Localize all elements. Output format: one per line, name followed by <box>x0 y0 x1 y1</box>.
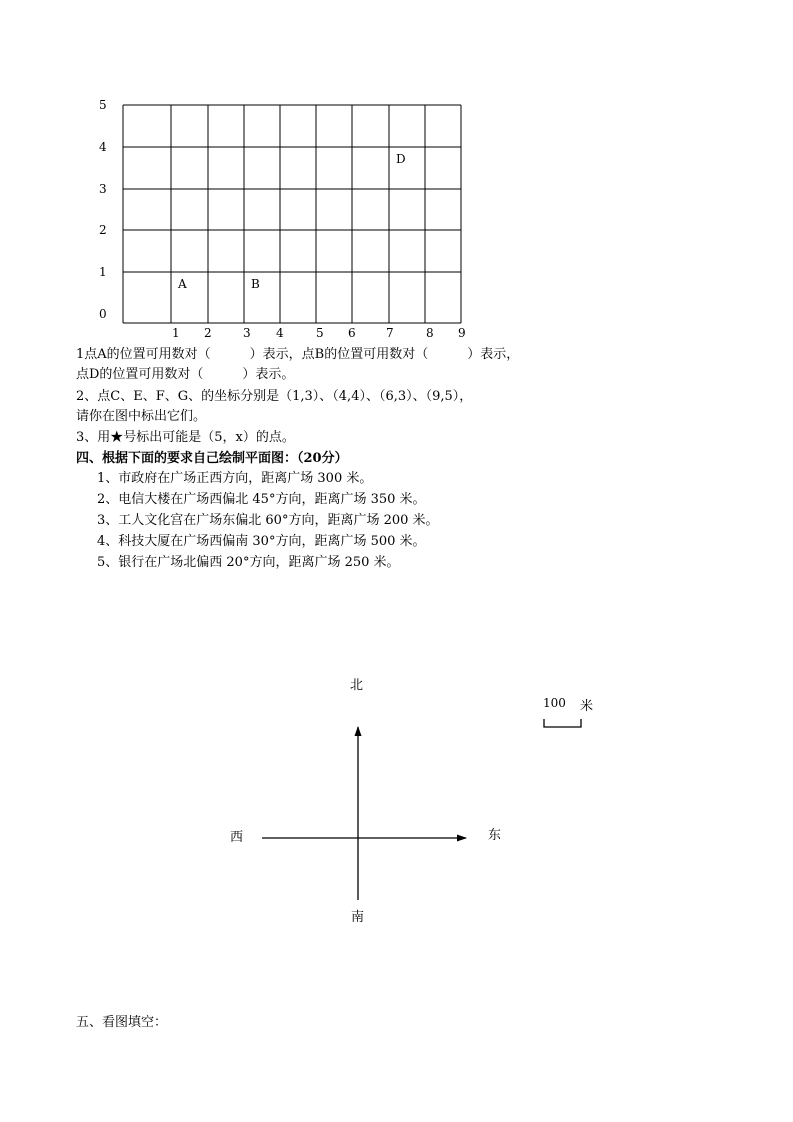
north-label: 北 <box>350 678 364 693</box>
section-4-item-5: 5、银行在广场北偏西 20°方向，距离广场 250 米。 <box>97 555 400 570</box>
point-b-label: B <box>251 277 260 291</box>
y-axis-label: 1 <box>99 265 107 279</box>
x-axis-label: 4 <box>276 326 284 340</box>
question-2-line-2: 请你在图中标出它们。 <box>76 409 207 424</box>
question-2-line-1: 2、点C、E、F、G、的坐标分别是（1,3）、（4,4）、（6,3）、（9,5）， <box>76 389 473 404</box>
x-axis-label: 6 <box>348 326 356 340</box>
x-axis-label: 2 <box>204 326 212 340</box>
section-4-title: 四、根据下面的要求自己绘制平面图：（20分） <box>76 451 348 466</box>
south-label: 南 <box>351 910 365 925</box>
section-4-item-3: 3、工人文化宫在广场东偏北 60°方向，距离广场 200 米。 <box>97 513 439 528</box>
y-axis-label: 2 <box>99 223 107 237</box>
scale-value: 100 <box>543 696 566 710</box>
x-axis-label: 9 <box>458 326 466 340</box>
x-axis-label: 5 <box>316 326 324 340</box>
y-axis-label: 5 <box>99 98 107 112</box>
question-1-line-2: 点D的位置可用数对（ ）表示。 <box>76 367 295 382</box>
east-label: 东 <box>488 828 502 843</box>
y-axis-label: 3 <box>99 182 107 196</box>
scale-bar <box>544 719 581 727</box>
section-4-item-1: 1、市政府在广场正西方向，距离广场 300 米。 <box>97 471 373 486</box>
section-5-title: 五、看图填空： <box>76 1015 168 1030</box>
y-axis-label: 0 <box>99 307 107 321</box>
point-d-label: D <box>396 152 406 166</box>
question-3: 3、用★号标出可能是（5，x）的点。 <box>76 430 295 445</box>
point-a-label: A <box>178 277 187 291</box>
x-axis-label: 1 <box>172 326 180 340</box>
west-label: 西 <box>230 830 244 845</box>
x-axis-label: 3 <box>243 326 251 340</box>
question-1-line-1: 1点A的位置可用数对（ ）表示，点B的位置可用数对（ ）表示， <box>76 347 520 362</box>
y-axis-label: 4 <box>99 140 107 154</box>
section-4-item-4: 4、科技大厦在广场西偏南 30°方向，距离广场 500 米。 <box>97 534 426 549</box>
x-axis-label: 7 <box>386 326 394 340</box>
x-axis-label: 8 <box>426 326 434 340</box>
scale-unit: 米 <box>580 699 594 714</box>
section-4-item-2: 2、电信大楼在广场西偏北 45°方向，距离广场 350 米。 <box>97 492 426 507</box>
